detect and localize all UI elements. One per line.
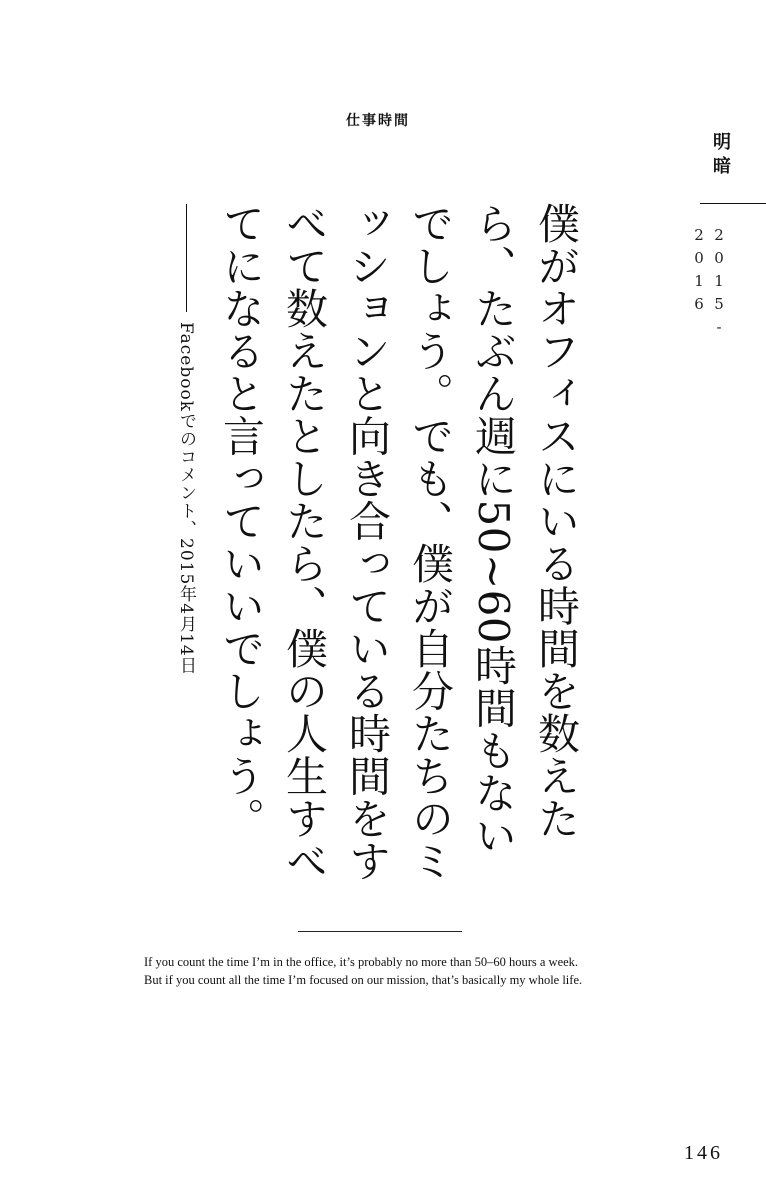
page-number: 146 bbox=[684, 1142, 723, 1164]
attribution-text: Facebookでのコメント、2015年4月14日 bbox=[176, 322, 196, 675]
translation-line-2: But if you count all the time I’m focused on our mission, that’s basically my whole life. bbox=[144, 973, 583, 987]
section-title: 仕事時間 bbox=[346, 113, 410, 129]
running-head-rule bbox=[700, 203, 766, 204]
english-translation bbox=[144, 953, 664, 989]
translation-line-1: If you count the time I’m in the office, it’s probably no more than 50–60 hours a week. bbox=[144, 955, 579, 969]
attribution-dash bbox=[186, 204, 187, 312]
main-quote: 僕がオフィスにいる時間を数えたら、たぶん週に50~60時間もないでしょう。でも、僕が自分たちのミッションと向き合っている時間をすべて数えたとしたら、僕の人生すべてになると言っていいでしょう。 bbox=[217, 202, 581, 882]
translation-rule bbox=[298, 931, 462, 932]
running-head-title: 明暗 bbox=[710, 132, 731, 180]
quote-attribution bbox=[174, 204, 198, 744]
running-head-years: 2015-2016 bbox=[690, 226, 728, 341]
